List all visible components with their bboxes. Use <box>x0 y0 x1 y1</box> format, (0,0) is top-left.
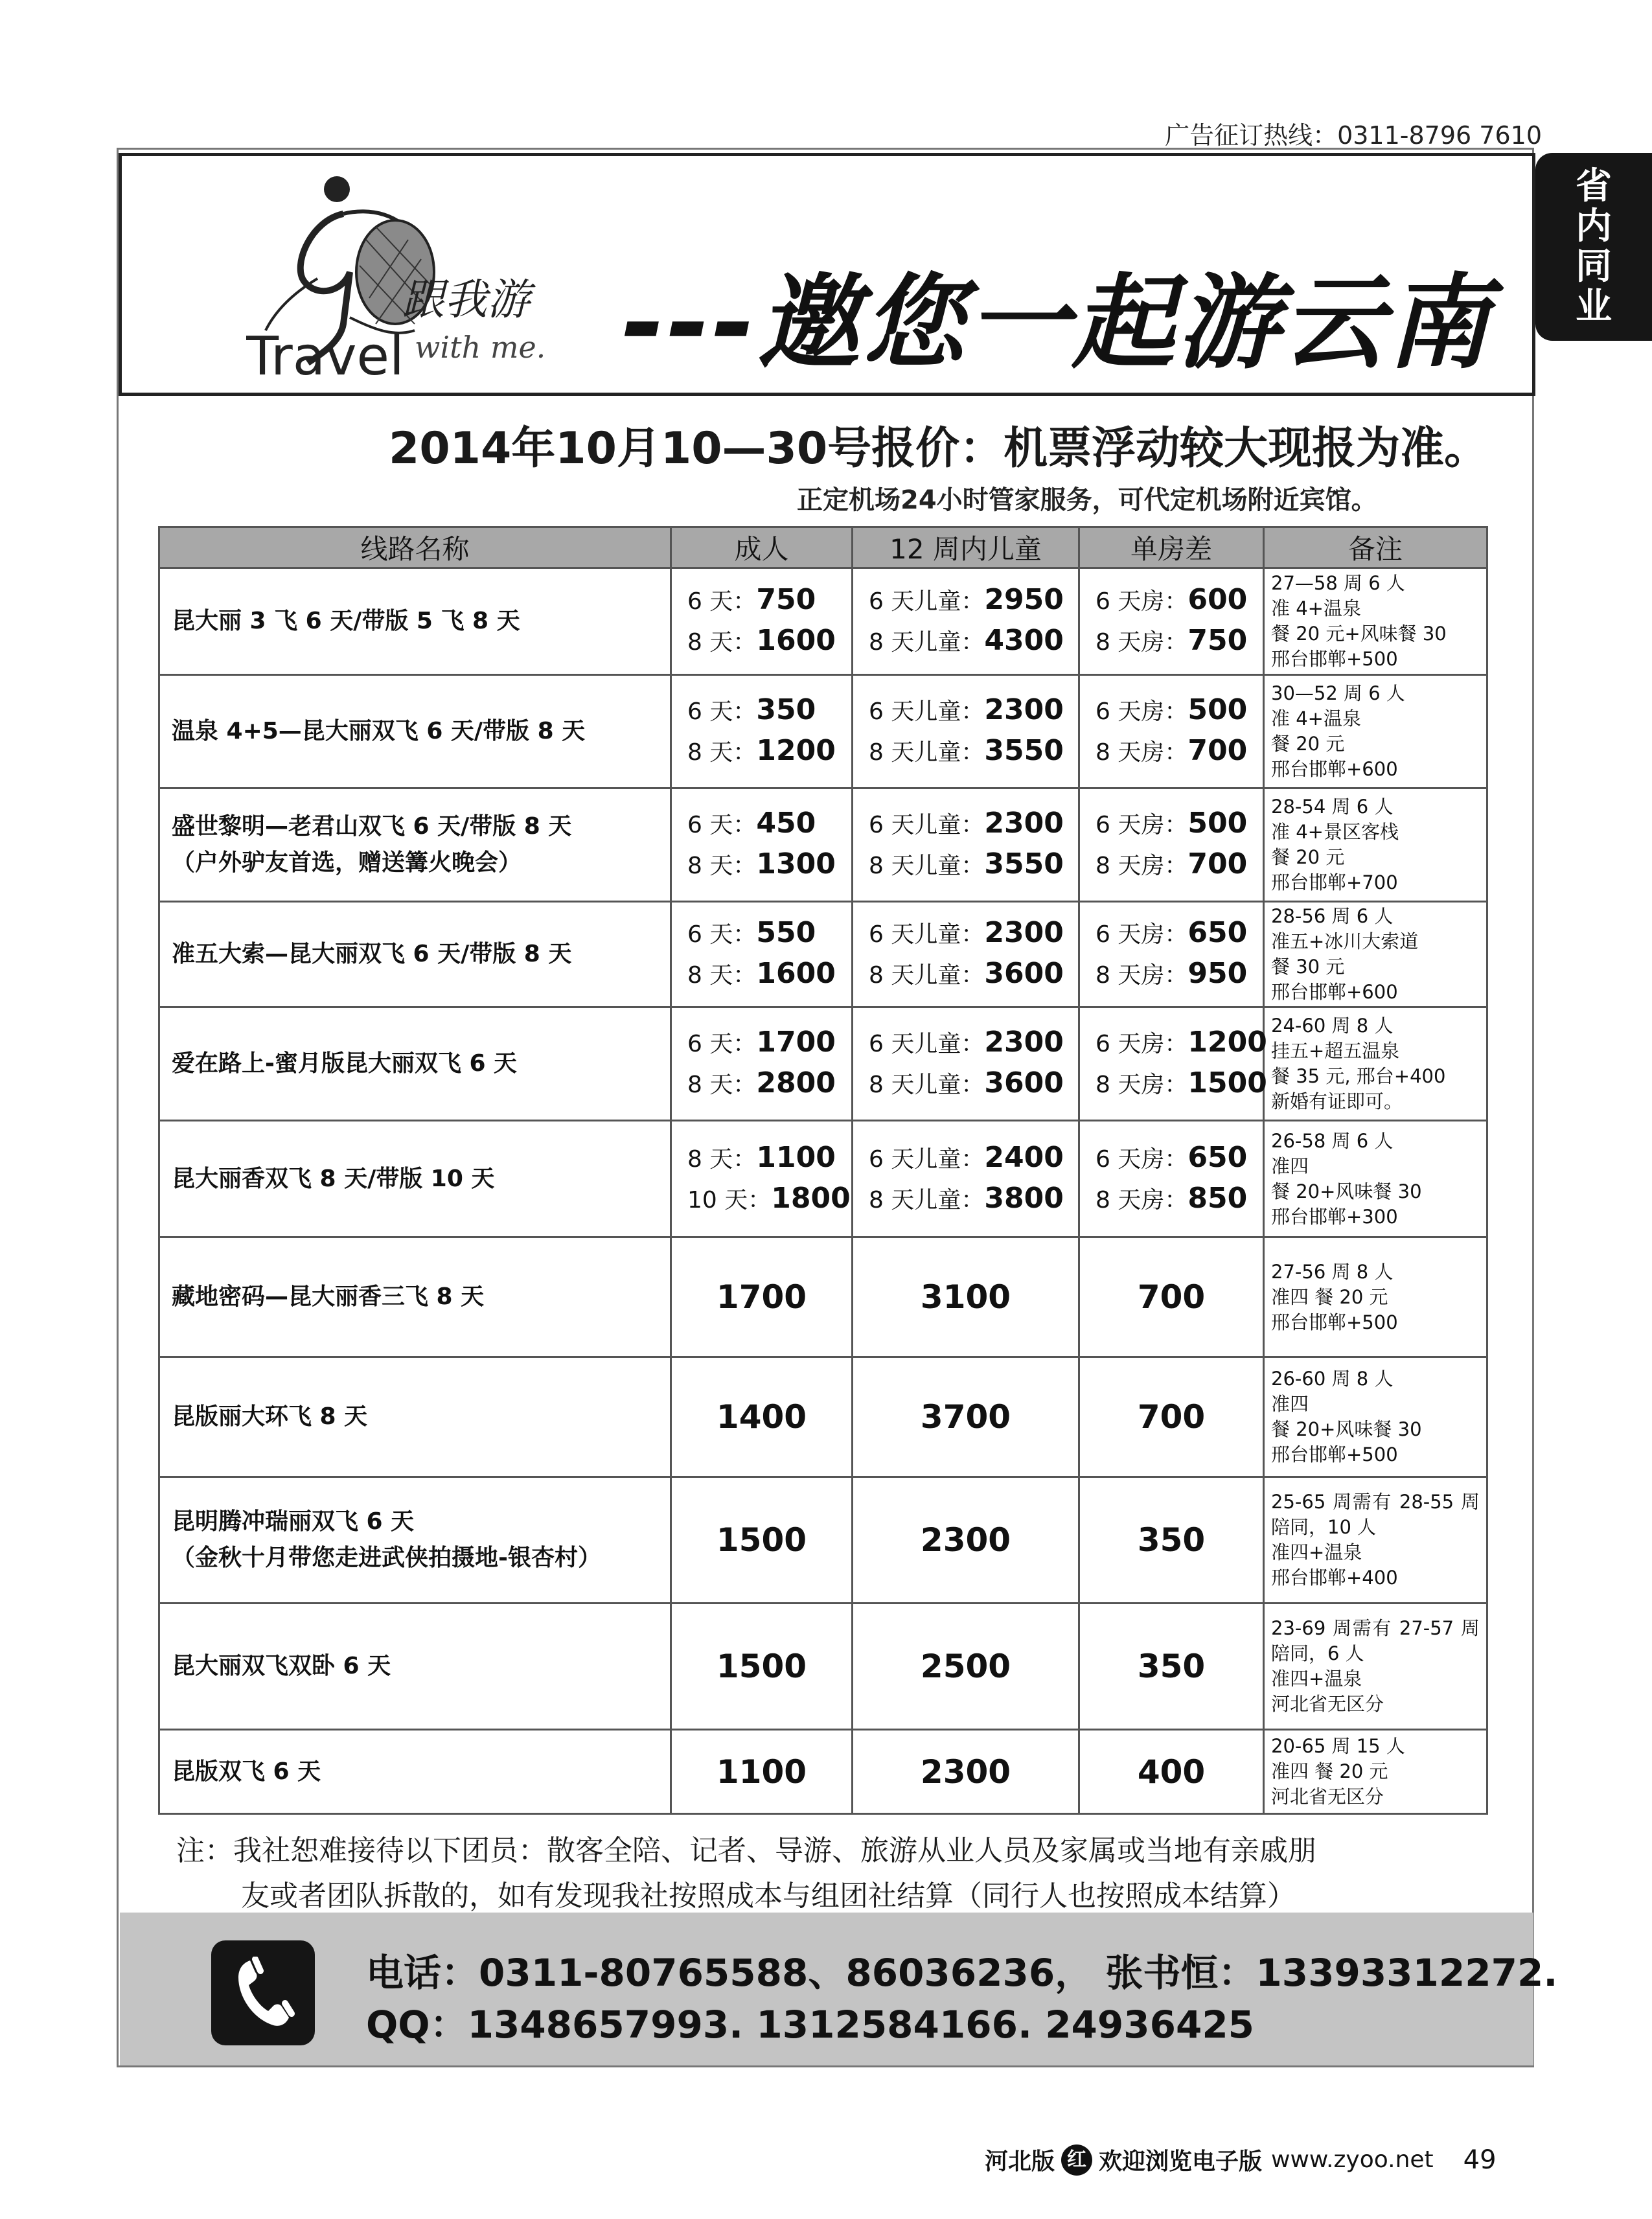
child-price: 2500 <box>853 1604 1079 1730</box>
remarks: 24-60 周 8 人 挂五+超五温泉 餐 35 元, 邢台+400 新婚有证即可。 <box>1264 1007 1487 1121</box>
contact-qq-line: QQ：1348657993. 1312584166. 24936425 <box>366 2003 1255 2047</box>
footer-badge-icon: 红 <box>1061 2144 1092 2176</box>
footer-url: www.zyoo.net <box>1271 2146 1434 2173</box>
remarks: 25-65 周需有 28-55 周陪同，10 人 准四+温泉 邢台邯郸+400 <box>1264 1477 1487 1604</box>
single-room-surcharge: 700 <box>1079 1237 1264 1357</box>
headline: ---邀您一起游云南 <box>622 264 1492 383</box>
table-row <box>159 1357 1487 1477</box>
adult-price: 6 天：1700 8 天：2800 <box>671 1007 853 1121</box>
adult-price: 1700 <box>671 1237 853 1357</box>
child-price: 3700 <box>853 1357 1079 1477</box>
route-name: 藏地密码—昆大丽香三飞 8 天 <box>159 1237 671 1357</box>
table-row <box>159 568 1487 675</box>
single-room-surcharge: 400 <box>1079 1730 1264 1814</box>
ad-hotline: 广告征订热线：0311-8796 7610 <box>1165 121 1542 150</box>
table-row <box>159 1604 1487 1730</box>
col-header-child: 12 周内儿童 <box>853 527 1079 568</box>
route-name: 昆大丽 3 飞 6 天/带版 5 飞 8 天 <box>159 568 671 675</box>
table-row <box>159 1237 1487 1357</box>
adult-price: 6 天：550 8 天：1600 <box>671 902 853 1007</box>
table-row <box>159 788 1487 902</box>
single-room-surcharge: 350 <box>1079 1604 1264 1730</box>
traveler-icon <box>246 168 609 389</box>
logo-travel-text: Travel <box>246 326 404 387</box>
col-header-route: 线路名称 <box>159 527 671 568</box>
page-footer <box>985 2143 1497 2176</box>
remarks: 30—52 周 6 人 准 4+温泉 餐 20 元 邢台邯郸+600 <box>1264 675 1487 788</box>
quote-date-line: 2014年10月10—30号报价：机票浮动较大现报为准。 <box>389 423 1489 474</box>
col-header-single-room: 单房差 <box>1079 527 1264 568</box>
route-name: 昆版丽大环飞 8 天 <box>159 1357 671 1477</box>
single-room-surcharge: 700 <box>1079 1357 1264 1477</box>
single-room-surcharge: 6 天房：500 8 天房：700 <box>1079 788 1264 902</box>
remarks: 26-58 周 6 人 准四 餐 20+风味餐 30 邢台邯郸+300 <box>1264 1121 1487 1237</box>
table-row <box>159 1007 1487 1121</box>
travel-with-me-logo <box>246 168 609 389</box>
contact-phone-line: 电话：0311-80765588、86036236， 张书恒：13393312272. <box>366 1951 1558 1995</box>
route-name: 爱在路上-蜜月版昆大丽双飞 6 天 <box>159 1007 671 1121</box>
table-header-row <box>159 527 1487 568</box>
notice-line-2: 友或者团队拆散的，如有发现我社按照成本与组团社结算（同行人也按照成本结算） <box>241 1880 1296 1913</box>
remarks: 26-60 周 8 人 准四 餐 20+风味餐 30 邢台邯郸+500 <box>1264 1357 1487 1477</box>
child-price: 6 天儿童：2400 8 天儿童：3800 <box>853 1121 1079 1237</box>
child-price: 6 天儿童：2950 8 天儿童：4300 <box>853 568 1079 675</box>
col-header-adult: 成人 <box>671 527 853 568</box>
adult-price: 8 天：1100 10 天：1800 <box>671 1121 853 1237</box>
route-name: 盛世黎明—老君山双飞 6 天/带版 8 天 （户外驴友首选，赠送篝火晚会） <box>159 788 671 902</box>
adult-price: 1100 <box>671 1730 853 1814</box>
remarks: 23-69 周需有 27-57 周陪同，6 人 准四+温泉 河北省无区分 <box>1264 1604 1487 1730</box>
child-price: 3100 <box>853 1237 1079 1357</box>
adult-price: 1500 <box>671 1477 853 1604</box>
child-price: 6 天儿童：2300 8 天儿童：3550 <box>853 675 1079 788</box>
logo-with-me-text: with me. <box>415 330 546 365</box>
footer-browse: 欢迎浏览电子版 <box>1099 2148 1263 2175</box>
footer-edition: 河北版 <box>985 2148 1055 2175</box>
remarks: 27—58 周 6 人 准 4+温泉 餐 20 元+风味餐 30 邢台邯郸+500 <box>1264 568 1487 675</box>
page-number: 49 <box>1463 2144 1497 2175</box>
col-header-remarks: 备注 <box>1264 527 1487 568</box>
logo-chinese-text: 跟我游 <box>402 275 530 325</box>
table-row <box>159 1730 1487 1814</box>
remarks: 28-56 周 6 人 准五+冰川大索道 餐 30 元 邢台邯郸+600 <box>1264 902 1487 1007</box>
route-name: 准五大索—昆大丽双飞 6 天/带版 8 天 <box>159 902 671 1007</box>
child-price: 2300 <box>853 1477 1079 1604</box>
adult-price: 1500 <box>671 1604 853 1730</box>
route-name: 昆大丽香双飞 8 天/带版 10 天 <box>159 1121 671 1237</box>
notice <box>176 1828 1498 1919</box>
adult-price: 6 天：750 8 天：1600 <box>671 568 853 675</box>
child-price: 6 天儿童：2300 8 天儿童：3550 <box>853 788 1079 902</box>
notice-line-1: 注：我社恕难接待以下团员：散客全陪、记者、导游、旅游从业人员及家属或当地有亲戚朋 <box>176 1834 1316 1867</box>
route-name: 昆大丽双飞双卧 6 天 <box>159 1604 671 1730</box>
section-tab <box>1535 153 1652 341</box>
route-name: 昆明腾冲瑞丽双飞 6 天 （金秋十月带您走进武侠拍摄地-银杏村） <box>159 1477 671 1604</box>
adult-price: 6 天：450 8 天：1300 <box>671 788 853 902</box>
airport-service-line: 正定机场24小时管家服务，可代定机场附近宾馆。 <box>797 485 1377 515</box>
table-row <box>159 675 1487 788</box>
single-room-surcharge: 6 天房：600 8 天房：750 <box>1079 568 1264 675</box>
phone-icon <box>211 1940 315 2045</box>
adult-price: 1400 <box>671 1357 853 1477</box>
child-price: 6 天儿童：2300 8 天儿童：3600 <box>853 1007 1079 1121</box>
price-table <box>158 526 1486 1815</box>
route-name: 温泉 4+5—昆大丽双飞 6 天/带版 8 天 <box>159 675 671 788</box>
table-row <box>159 902 1487 1007</box>
table-row <box>159 1121 1487 1237</box>
remarks: 27-56 周 8 人 准四 餐 20 元 邢台邯郸+500 <box>1264 1237 1487 1357</box>
child-price: 6 天儿童：2300 8 天儿童：3600 <box>853 902 1079 1007</box>
section-tab-label: 省内同业 <box>1576 165 1612 328</box>
child-price: 2300 <box>853 1730 1079 1814</box>
single-room-surcharge: 6 天房：650 8 天房：950 <box>1079 902 1264 1007</box>
single-room-surcharge: 350 <box>1079 1477 1264 1604</box>
remarks: 28-54 周 6 人 准 4+景区客栈 餐 20 元 邢台邯郸+700 <box>1264 788 1487 902</box>
route-name: 昆版双飞 6 天 <box>159 1730 671 1814</box>
single-room-surcharge: 6 天房：500 8 天房：700 <box>1079 675 1264 788</box>
table-row <box>159 1477 1487 1604</box>
single-room-surcharge: 6 天房：650 8 天房：850 <box>1079 1121 1264 1237</box>
adult-price: 6 天：350 8 天：1200 <box>671 675 853 788</box>
single-room-surcharge: 6 天房：1200 8 天房：1500 <box>1079 1007 1264 1121</box>
remarks: 20-65 周 15 人 准四 餐 20 元 河北省无区分 <box>1264 1730 1487 1814</box>
